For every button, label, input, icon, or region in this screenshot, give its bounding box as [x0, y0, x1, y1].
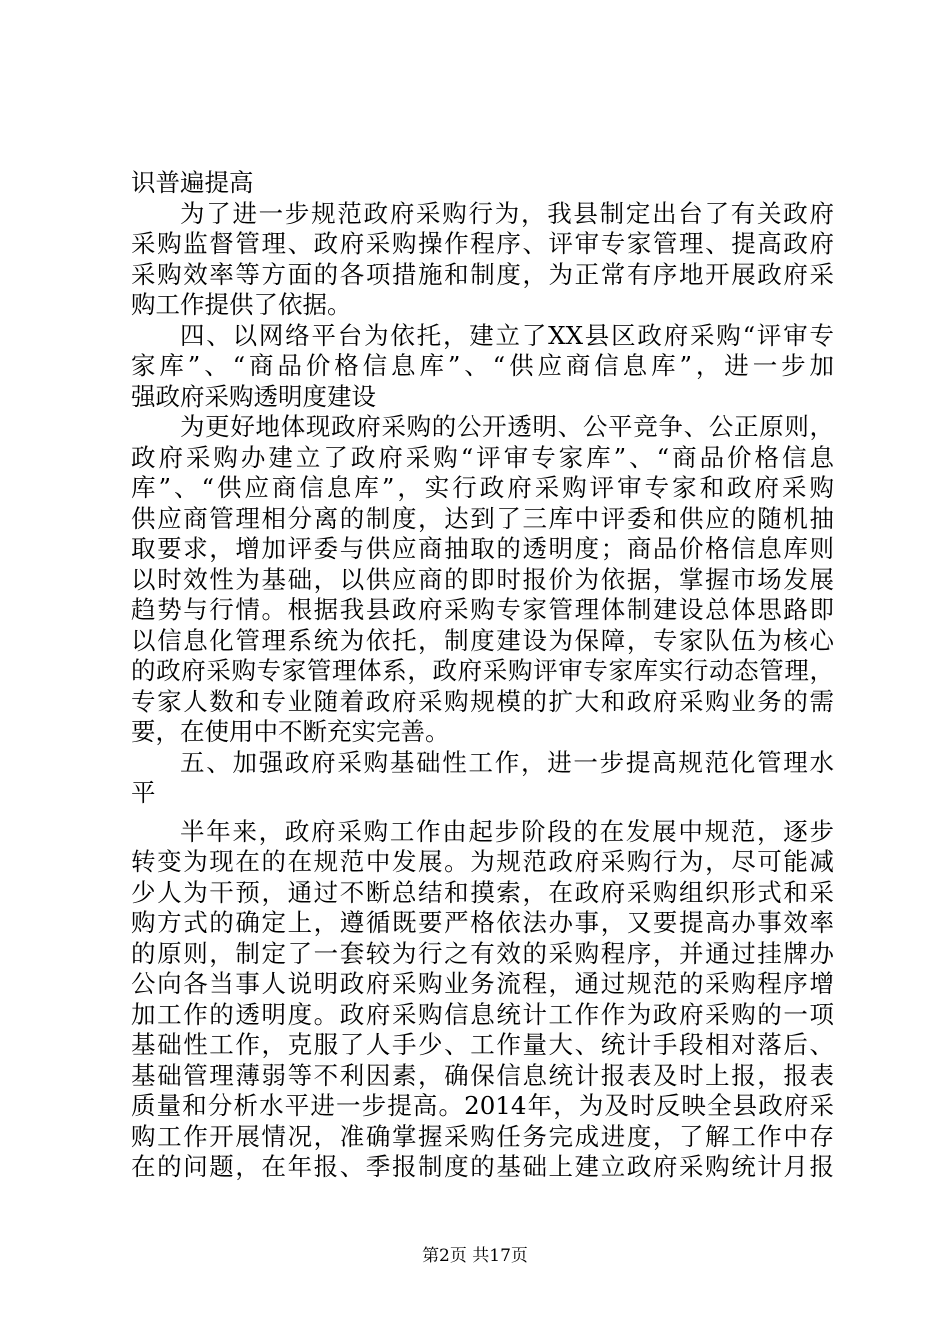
text-line: 公向各当事人说明政府采购业务流程，通过规范的采购程序增	[131, 969, 834, 998]
text-line: 五、加强政府采购基础性工作，进一步提高规范化管理水	[180, 747, 834, 777]
paragraph-gap	[131, 809, 834, 817]
text-line: 购工作提供了依据。	[131, 290, 352, 319]
text-line: 以信息化管理系统为依托，制度建设为保障，专家队伍为核心	[131, 625, 834, 655]
text-line: 政府采购办建立了政府采购“评审专家库”、“商品价格信息	[131, 442, 834, 472]
text-line: 库”、“供应商信息库”，实行政府采购评审专家和政府采购	[131, 473, 834, 502]
text-line: 识普遍提高	[131, 168, 254, 197]
text-line: 强政府采购透明度建设	[131, 381, 376, 411]
text-line: 供应商管理相分离的制度，达到了三库中评委和供应的随机抽	[131, 503, 834, 533]
text-line: 的政府采购专家管理体系，政府采购评审专家库实行动态管理，	[131, 656, 834, 685]
text-line: 以时效性为基础，以供应商的即时报价为依据，掌握市场发展	[131, 564, 834, 594]
text-line: 取要求，增加评委与供应商抽取的透明度；商品价格信息库则	[131, 534, 834, 563]
text-line: 为更好地体现政府采购的公开透明、公平竞争、公正原则，	[180, 412, 834, 441]
text-line: 在的问题，在年报、季报制度的基础上建立政府采购统计月报	[131, 1152, 834, 1181]
text-line: 为了进一步规范政府采购行为，我县制定出台了有关政府	[180, 198, 834, 228]
text-line: 要，在使用中不断充实完善。	[131, 717, 450, 746]
page-number-label: 第2页 共17页	[422, 1246, 528, 1266]
document-body	[131, 168, 834, 1183]
text-line: 半年来，政府采购工作由起步阶段的在发展中规范，逐步	[180, 816, 834, 846]
text-line: 平	[131, 778, 156, 807]
text-line: 加工作的透明度。政府采购信息统计工作作为政府采购的一项	[131, 999, 834, 1029]
text-line: 购工作开展情况，准确掌握采购任务完成进度，了解工作中存	[131, 1121, 834, 1151]
text-line: 专家人数和专业随着政府采购规模的扩大和政府采购业务的需	[131, 686, 834, 716]
text-line: 基础性工作，克服了人手少、工作量大、统计手段相对落后、	[131, 1030, 834, 1059]
text-line: 的原则，制定了一套较为行之有效的采购程序，并通过挂牌办	[131, 938, 834, 968]
text-line: 采购效率等方面的各项措施和制度，为正常有序地开展政府采	[131, 259, 834, 289]
text-line: 趋势与行情。根据我县政府采购专家管理体制建设总体思路即	[131, 595, 834, 624]
text-line: 四、以网络平台为依托，建立了XX县区政府采购“评审专	[180, 320, 834, 350]
text-line: 转变为现在的在规范中发展。为规范政府采购行为，尽可能减	[131, 847, 834, 876]
text-line: 少人为干预，通过不断总结和摸索，在政府采购组织形式和采	[131, 877, 834, 907]
text-line: 家库”、“商品价格信息库”、“供应商信息库”，进一步加	[131, 351, 834, 380]
page-footer	[0, 1245, 950, 1267]
text-line: 质量和分析水平进一步提高。2014年，为及时反映全县政府采	[131, 1091, 834, 1120]
text-line: 基础管理薄弱等不利因素，确保信息统计报表及时上报，报表	[131, 1060, 834, 1090]
text-line: 采购监督管理、政府采购操作程序、评审专家管理、提高政府	[131, 229, 834, 258]
text-line: 购方式的确定上，遵循既要严格依法办事，又要提高办事效率	[131, 908, 834, 937]
